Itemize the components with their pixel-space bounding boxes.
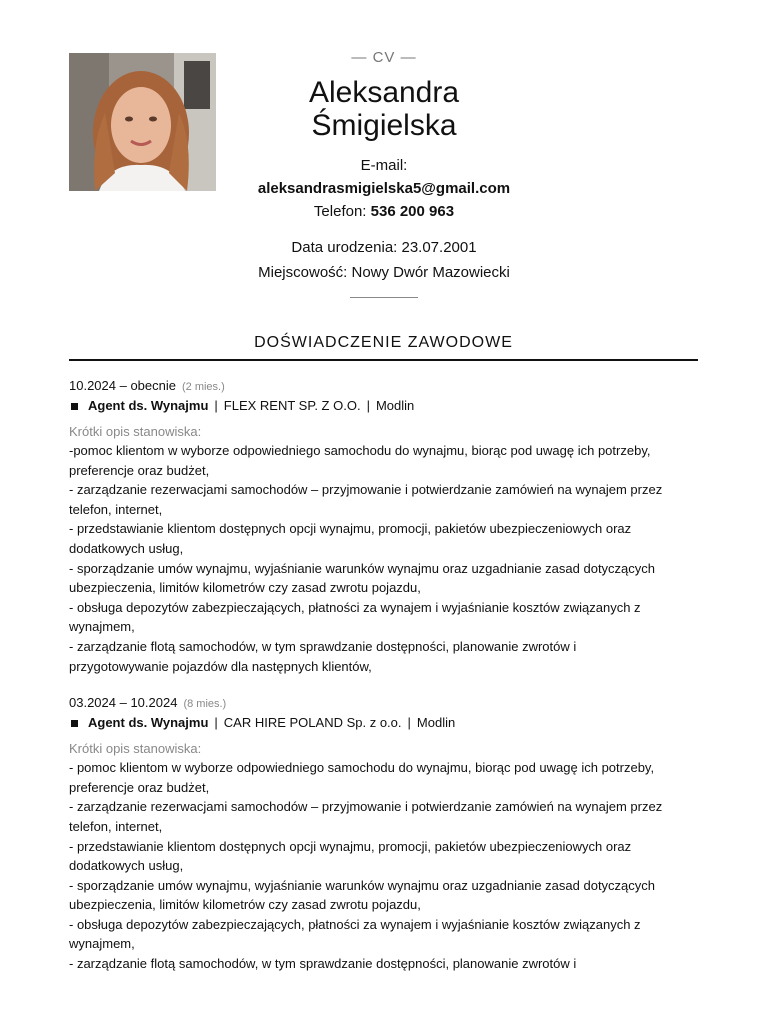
separator: |	[407, 715, 411, 731]
job-description	[69, 441, 698, 676]
profile-photo	[69, 53, 216, 191]
phone-line	[200, 200, 568, 223]
desc-line: - pomoc klientom w wyborze odpowiedniego samochodu do wynajmu, biorąc pod uwagę ich potrzeby,	[69, 760, 655, 776]
cv-header	[200, 48, 568, 298]
desc-line: wynajmem,	[69, 936, 135, 952]
job-title-line	[69, 396, 698, 416]
job-desc-label: Krótki opis stanowiska:	[69, 741, 202, 757]
job-company: CAR HIRE POLAND Sp. z o.o.	[223, 715, 402, 731]
desc-line: - obsługa depozytów zabezpieczających, płatności za wynajem i wyjaśnianie kosztów związanych z	[69, 599, 641, 615]
job-description	[69, 758, 698, 974]
square-bullet-icon	[71, 720, 78, 727]
section-title-experience: DOŚWIADCZENIE ZAWODOWE	[254, 334, 513, 351]
job-entry	[69, 377, 698, 676]
city: Miejscowość: Nowy Dwór Mazowiecki	[258, 264, 510, 281]
job-desc-label: Krótki opis stanowiska:	[69, 424, 202, 439]
contact-block	[200, 154, 568, 223]
personal-info	[200, 235, 568, 285]
birth-date: Data urodzenia: 23.07.2001	[291, 239, 477, 256]
first-name: Aleksandra	[308, 76, 460, 109]
phone-number[interactable]: 536 200 963	[370, 203, 455, 220]
desc-line: - sporządzanie umów wynajmu, wyjaśnianie warunków wynajmu oraz uzgadnianie zasad dotyczących	[69, 560, 656, 576]
desc-line: preferencje oraz budżet,	[69, 462, 210, 478]
experience-list	[69, 377, 698, 992]
desc-line: - sporządzanie umów wynajmu, wyjaśnianie warunków wynajmu oraz uzgadnianie zasad dotyczących	[69, 877, 656, 893]
desc-line: dodatkowych usług,	[69, 858, 184, 874]
job-role: Agent ds. Wynajmu	[88, 715, 209, 731]
cv-label: — CV —	[351, 49, 417, 66]
portrait-image	[69, 53, 216, 191]
desc-line: - przedstawianie klientom dostępnych opcji wynajmu, promocji, pakietów ubezpieczeniowych oraz	[69, 521, 632, 537]
email-label: E-mail:	[360, 157, 408, 174]
square-bullet-icon	[71, 403, 78, 410]
separator: |	[214, 398, 218, 413]
job-entry	[69, 694, 698, 974]
job-location: Modlin	[416, 715, 456, 731]
desc-line: - zarządzanie rezerwacjami samochodów – przyjmowanie i potwierdzanie zamówień na wynajem przez	[69, 482, 663, 498]
desc-line: preferencje oraz budżet,	[69, 779, 210, 795]
full-name	[200, 76, 568, 142]
job-duration: (8 mies.)	[183, 698, 227, 711]
separator: |	[366, 398, 370, 413]
job-title-line	[69, 713, 698, 733]
header-divider	[350, 297, 418, 298]
desc-line: - zarządzanie flotą samochodów, w tym sprawdzanie dostępności, planowanie zwrotów i	[69, 956, 577, 972]
desc-line: - zarządzanie rezerwacjami samochodów – przyjmowanie i potwierdzanie zamówień na wynajem przez	[69, 799, 663, 815]
desc-line: wynajmem,	[69, 619, 135, 635]
phone-label: Telefon:	[313, 203, 371, 220]
desc-line: - przedstawianie klientom dostępnych opcji wynajmu, promocji, pakietów ubezpieczeniowych oraz	[69, 838, 632, 854]
desc-line: ubezpieczenia, limitów kilometrów czy zasad zwrotu pojazdu,	[69, 897, 421, 913]
desc-line: telefon, internet,	[69, 501, 163, 517]
job-dates-line	[69, 694, 698, 713]
desc-line: telefon, internet,	[69, 818, 163, 834]
desc-line: ubezpieczenia, limitów kilometrów czy zasad zwrotu pojazdu,	[69, 580, 421, 596]
separator: |	[214, 715, 218, 731]
job-location: Modlin	[375, 398, 415, 413]
job-role: Agent ds. Wynajmu	[88, 398, 209, 413]
last-name: Śmigielska	[311, 109, 457, 142]
job-dates: 03.2024 – 10.2024	[69, 695, 178, 711]
job-company: FLEX RENT SP. Z O.O.	[223, 398, 361, 413]
desc-line: - obsługa depozytów zabezpieczających, płatności za wynajem i wyjaśnianie kosztów związanych z	[69, 916, 641, 932]
email-address[interactable]: aleksandrasmigielska5@gmail.com	[257, 180, 511, 197]
desc-line: przygotowywanie pojazdów dla następnych klientów,	[69, 658, 372, 674]
desc-line: -pomoc klientom w wyborze odpowiedniego samochodu do wynajmu, biorąc pod uwagę ich potrzeby,	[69, 443, 651, 458]
section-divider	[69, 359, 698, 361]
job-dates: 10.2024 – obecnie	[69, 378, 176, 393]
desc-line: - zarządzanie flotą samochodów, w tym sprawdzanie dostępności, planowanie zwrotów i	[69, 638, 577, 654]
desc-line: dodatkowych usług,	[69, 540, 184, 556]
job-duration: (2 mies.)	[181, 381, 225, 393]
job-dates-line	[69, 377, 698, 396]
